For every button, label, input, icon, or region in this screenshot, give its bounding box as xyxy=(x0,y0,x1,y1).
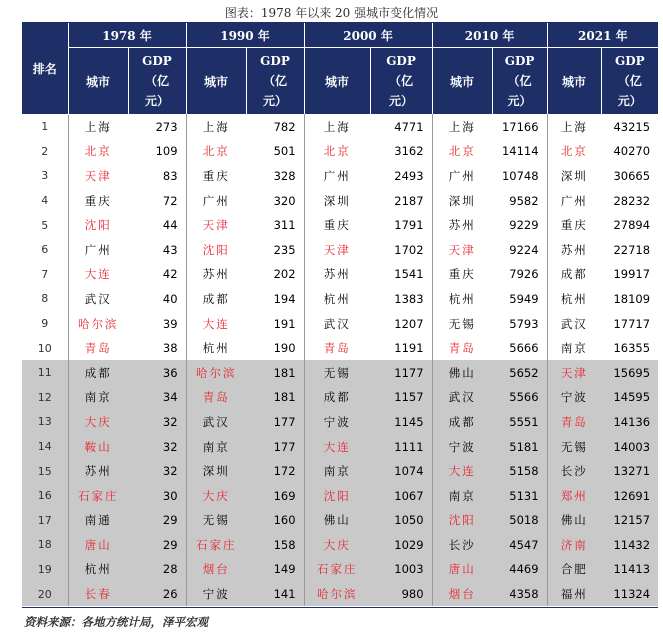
city-cell: 上海 xyxy=(186,114,246,139)
city-cell: 大连 xyxy=(186,311,246,336)
city-cell: 杭州 xyxy=(186,336,246,361)
table-row xyxy=(22,164,658,189)
gdp-cell: 42 xyxy=(128,262,186,287)
gdp-cell: 1157 xyxy=(370,385,432,410)
gdp-cell: 16355 xyxy=(601,336,658,361)
gdp-cell: 169 xyxy=(246,483,304,508)
city-cell: 天津 xyxy=(68,164,128,189)
table-row xyxy=(22,582,658,607)
gdp-cell: 32 xyxy=(128,434,186,459)
gdp-cell: 1702 xyxy=(370,237,432,262)
gdp-cell: 1050 xyxy=(370,508,432,533)
city-cell: 上海 xyxy=(547,114,601,139)
gdp-cell: 30 xyxy=(128,483,186,508)
table-row xyxy=(22,188,658,213)
city-cell: 烟台 xyxy=(432,582,492,607)
city-cell: 成都 xyxy=(186,287,246,312)
gdp-cell: 1074 xyxy=(370,459,432,484)
gdp-cell: 328 xyxy=(246,164,304,189)
city-cell: 佛山 xyxy=(547,508,601,533)
city-cell: 沈阳 xyxy=(186,237,246,262)
rank-cell: 17 xyxy=(22,508,68,533)
city-cell: 重庆 xyxy=(432,262,492,287)
rank-cell: 15 xyxy=(22,459,68,484)
city-cell: 杭州 xyxy=(68,557,128,582)
city-cell: 北京 xyxy=(304,139,370,164)
gdp-cell: 72 xyxy=(128,188,186,213)
city-cell: 大庆 xyxy=(186,483,246,508)
gdp-cell: 30665 xyxy=(601,164,658,189)
year-header: 2021 年 xyxy=(547,23,658,48)
city-cell: 武汉 xyxy=(304,311,370,336)
gdp-header-text: （亿 xyxy=(507,74,532,88)
city-cell: 青岛 xyxy=(547,410,601,435)
table-row xyxy=(22,508,658,533)
gdp-cell: 4771 xyxy=(370,114,432,139)
gdp-cell: 181 xyxy=(246,385,304,410)
city-cell: 成都 xyxy=(547,262,601,287)
city-cell: 武汉 xyxy=(68,287,128,312)
gdp-cell: 83 xyxy=(128,164,186,189)
city-cell: 福州 xyxy=(547,582,601,607)
city-cell: 佛山 xyxy=(304,508,370,533)
gdp-cell: 311 xyxy=(246,213,304,238)
rank-cell: 3 xyxy=(22,164,68,189)
gdp-cell: 1791 xyxy=(370,213,432,238)
city-cell: 北京 xyxy=(432,139,492,164)
city-cell: 哈尔滨 xyxy=(186,360,246,385)
gdp-cell: 3162 xyxy=(370,139,432,164)
city-cell: 宁波 xyxy=(547,385,601,410)
gdp-cell: 5551 xyxy=(492,410,547,435)
gdp-cell: 14136 xyxy=(601,410,658,435)
city-cell: 天津 xyxy=(547,360,601,385)
gdp-cell: 32 xyxy=(128,410,186,435)
table-row xyxy=(22,385,658,410)
gdp-cell: 7926 xyxy=(492,262,547,287)
gdp-cell: 29 xyxy=(128,508,186,533)
city-cell: 天津 xyxy=(432,237,492,262)
city-cell: 哈尔滨 xyxy=(304,582,370,607)
city-cell: 成都 xyxy=(304,385,370,410)
city-cell: 北京 xyxy=(547,139,601,164)
table-row xyxy=(22,360,658,385)
rank-cell: 4 xyxy=(22,188,68,213)
gdp-cell: 501 xyxy=(246,139,304,164)
gdp-cell: 5018 xyxy=(492,508,547,533)
city-cell: 深圳 xyxy=(547,164,601,189)
gdp-cell: 13271 xyxy=(601,459,658,484)
rank-cell: 14 xyxy=(22,434,68,459)
city-cell: 苏州 xyxy=(304,262,370,287)
gdp-cell: 11432 xyxy=(601,533,658,558)
gdp-cell: 5666 xyxy=(492,336,547,361)
gdp-cell: 2493 xyxy=(370,164,432,189)
rank-cell: 9 xyxy=(22,311,68,336)
gdp-cell: 177 xyxy=(246,410,304,435)
city-cell: 广州 xyxy=(304,164,370,189)
table-row xyxy=(22,262,658,287)
city-header: 城市 xyxy=(304,48,370,115)
gdp-cell: 172 xyxy=(246,459,304,484)
rank-cell: 18 xyxy=(22,533,68,558)
table-row xyxy=(22,114,658,139)
gdp-cell: 782 xyxy=(246,114,304,139)
city-cell: 苏州 xyxy=(186,262,246,287)
gdp-cell: 9582 xyxy=(492,188,547,213)
city-cell: 长沙 xyxy=(547,459,601,484)
gdp-cell: 273 xyxy=(128,114,186,139)
gdp-cell: 194 xyxy=(246,287,304,312)
city-cell: 大庆 xyxy=(304,533,370,558)
rank-cell: 13 xyxy=(22,410,68,435)
gdp-cell: 28232 xyxy=(601,188,658,213)
gdp-cell: 158 xyxy=(246,533,304,558)
gdp-header xyxy=(370,48,432,115)
gdp-cell: 980 xyxy=(370,582,432,607)
gdp-cell: 1111 xyxy=(370,434,432,459)
gdp-header-text: 元） xyxy=(507,94,532,108)
city-cell: 郑州 xyxy=(547,483,601,508)
gdp-cell: 17166 xyxy=(492,114,547,139)
city-cell: 青岛 xyxy=(432,336,492,361)
gdp-cell: 177 xyxy=(246,434,304,459)
city-cell: 南京 xyxy=(186,434,246,459)
gdp-cell: 1145 xyxy=(370,410,432,435)
city-cell: 南京 xyxy=(432,483,492,508)
rank-cell: 7 xyxy=(22,262,68,287)
rank-cell: 2 xyxy=(22,139,68,164)
gdp-cell: 190 xyxy=(246,336,304,361)
city-cell: 石家庄 xyxy=(186,533,246,558)
city-cell: 北京 xyxy=(186,139,246,164)
gdp-cell: 36 xyxy=(128,360,186,385)
gdp-header xyxy=(128,48,186,115)
gdp-cell: 5181 xyxy=(492,434,547,459)
gdp-cell: 191 xyxy=(246,311,304,336)
city-cell: 深圳 xyxy=(304,188,370,213)
rank-cell: 1 xyxy=(22,114,68,139)
gdp-cell: 32 xyxy=(128,459,186,484)
gdp-cell: 4547 xyxy=(492,533,547,558)
gdp-cell: 5652 xyxy=(492,360,547,385)
city-cell: 深圳 xyxy=(432,188,492,213)
gdp-cell: 26 xyxy=(128,582,186,607)
rank-cell: 19 xyxy=(22,557,68,582)
city-cell: 苏州 xyxy=(547,237,601,262)
city-cell: 重庆 xyxy=(304,213,370,238)
gdp-cell: 22718 xyxy=(601,237,658,262)
city-cell: 石家庄 xyxy=(304,557,370,582)
gdp-header-text: 元） xyxy=(617,94,642,108)
gdp-cell: 19917 xyxy=(601,262,658,287)
rank-cell: 11 xyxy=(22,360,68,385)
city-cell: 成都 xyxy=(432,410,492,435)
city-cell: 上海 xyxy=(432,114,492,139)
gdp-header-text: GDP xyxy=(614,54,645,68)
city-cell: 大连 xyxy=(432,459,492,484)
gdp-cell: 109 xyxy=(128,139,186,164)
city-cell: 大连 xyxy=(68,262,128,287)
city-cell: 南京 xyxy=(304,459,370,484)
rank-cell: 5 xyxy=(22,213,68,238)
gdp-header-text: （亿 xyxy=(263,74,288,88)
rank-header: 排名 xyxy=(22,23,68,114)
table-row xyxy=(22,237,658,262)
header-year-row xyxy=(22,23,658,48)
gdp-cell: 15695 xyxy=(601,360,658,385)
city-cell: 武汉 xyxy=(547,311,601,336)
city-cell: 青岛 xyxy=(304,336,370,361)
city-cell: 大庆 xyxy=(68,410,128,435)
city-cell: 宁波 xyxy=(304,410,370,435)
rank-cell: 20 xyxy=(22,582,68,607)
table-row xyxy=(22,434,658,459)
gdp-cell: 12691 xyxy=(601,483,658,508)
gdp-cell: 320 xyxy=(246,188,304,213)
city-cell: 广州 xyxy=(68,237,128,262)
city-cell: 鞍山 xyxy=(68,434,128,459)
gdp-cell: 5949 xyxy=(492,287,547,312)
gdp-cell: 14114 xyxy=(492,139,547,164)
city-cell: 重庆 xyxy=(547,213,601,238)
gdp-header-text: GDP xyxy=(142,54,172,68)
gdp-cell: 160 xyxy=(246,508,304,533)
city-cell: 长春 xyxy=(68,582,128,607)
table-row xyxy=(22,557,658,582)
gdp-cell: 5131 xyxy=(492,483,547,508)
rank-cell: 6 xyxy=(22,237,68,262)
gdp-header xyxy=(246,48,304,115)
city-cell: 广州 xyxy=(547,188,601,213)
city-cell: 无锡 xyxy=(547,434,601,459)
gdp-cell: 235 xyxy=(246,237,304,262)
table-row xyxy=(22,533,658,558)
gdp-header xyxy=(492,48,547,115)
gdp-cell: 40270 xyxy=(601,139,658,164)
city-cell: 烟台 xyxy=(186,557,246,582)
city-header: 城市 xyxy=(68,48,128,115)
source-note: 资料来源：各地方统计局，泽平宏观 xyxy=(24,615,208,629)
city-header: 城市 xyxy=(547,48,601,115)
gdp-cell: 28 xyxy=(128,557,186,582)
rank-cell: 8 xyxy=(22,287,68,312)
city-cell: 南通 xyxy=(68,508,128,533)
table-row xyxy=(22,459,658,484)
city-cell: 沈阳 xyxy=(432,508,492,533)
gdp-cell: 181 xyxy=(246,360,304,385)
table-row xyxy=(22,410,658,435)
gdp-cell: 1177 xyxy=(370,360,432,385)
gdp-cell: 44 xyxy=(128,213,186,238)
gdp-cell: 4358 xyxy=(492,582,547,607)
city-cell: 武汉 xyxy=(432,385,492,410)
gdp-cell: 29 xyxy=(128,533,186,558)
city-cell: 佛山 xyxy=(432,360,492,385)
rank-cell: 12 xyxy=(22,385,68,410)
table-row xyxy=(22,311,658,336)
gdp-cell: 149 xyxy=(246,557,304,582)
gdp-cell: 1067 xyxy=(370,483,432,508)
city-cell: 济南 xyxy=(547,533,601,558)
gdp-header xyxy=(601,48,658,115)
gdp-cell: 4469 xyxy=(492,557,547,582)
gdp-cell: 1029 xyxy=(370,533,432,558)
gdp-cell: 2187 xyxy=(370,188,432,213)
header-sub-row xyxy=(22,48,658,115)
gdp-header-text: GDP xyxy=(504,54,535,68)
gdp-cell: 1207 xyxy=(370,311,432,336)
bottom-rule xyxy=(22,607,658,608)
city-cell: 长沙 xyxy=(432,533,492,558)
city-cell: 杭州 xyxy=(304,287,370,312)
city-cell: 天津 xyxy=(304,237,370,262)
gdp-cell: 34 xyxy=(128,385,186,410)
gdp-header-text: 元） xyxy=(263,94,288,108)
gdp-cell: 1191 xyxy=(370,336,432,361)
gdp-header-text: GDP xyxy=(260,54,290,68)
gdp-cell: 39 xyxy=(128,311,186,336)
gdp-cell: 27894 xyxy=(601,213,658,238)
table-title: 图表：1978 年以来 20 强城市变化情况 xyxy=(224,6,439,20)
city-cell: 广州 xyxy=(186,188,246,213)
city-cell: 宁波 xyxy=(432,434,492,459)
city-cell: 石家庄 xyxy=(68,483,128,508)
city-cell: 重庆 xyxy=(186,164,246,189)
city-cell: 上海 xyxy=(304,114,370,139)
city-cell: 杭州 xyxy=(432,287,492,312)
gdp-cell: 5793 xyxy=(492,311,547,336)
city-cell: 大连 xyxy=(304,434,370,459)
city-cell: 沈阳 xyxy=(68,213,128,238)
city-gdp-table xyxy=(22,23,658,606)
gdp-cell: 5158 xyxy=(492,459,547,484)
gdp-cell: 202 xyxy=(246,262,304,287)
year-header: 2000 年 xyxy=(304,23,432,48)
gdp-cell: 9229 xyxy=(492,213,547,238)
gdp-cell: 12157 xyxy=(601,508,658,533)
city-cell: 南京 xyxy=(68,385,128,410)
city-cell: 沈阳 xyxy=(304,483,370,508)
table-row xyxy=(22,483,658,508)
city-cell: 唐山 xyxy=(432,557,492,582)
table-row xyxy=(22,287,658,312)
gdp-cell: 14595 xyxy=(601,385,658,410)
city-cell: 无锡 xyxy=(186,508,246,533)
city-cell: 无锡 xyxy=(304,360,370,385)
city-cell: 重庆 xyxy=(68,188,128,213)
gdp-cell: 11413 xyxy=(601,557,658,582)
gdp-header-text: GDP xyxy=(386,54,416,68)
gdp-header-text: （亿 xyxy=(389,74,414,88)
city-header: 城市 xyxy=(186,48,246,115)
city-cell: 深圳 xyxy=(186,459,246,484)
city-cell: 杭州 xyxy=(547,287,601,312)
city-cell: 青岛 xyxy=(186,385,246,410)
gdp-cell: 141 xyxy=(246,582,304,607)
city-cell: 哈尔滨 xyxy=(68,311,128,336)
city-cell: 南京 xyxy=(547,336,601,361)
city-cell: 武汉 xyxy=(186,410,246,435)
gdp-cell: 5566 xyxy=(492,385,547,410)
table-row xyxy=(22,139,658,164)
year-header: 1978 年 xyxy=(68,23,186,48)
gdp-cell: 43215 xyxy=(601,114,658,139)
gdp-header-text: （亿 xyxy=(144,74,169,88)
year-header: 1990 年 xyxy=(186,23,304,48)
city-cell: 苏州 xyxy=(432,213,492,238)
city-cell: 合肥 xyxy=(547,557,601,582)
city-cell: 青岛 xyxy=(68,336,128,361)
rank-cell: 10 xyxy=(22,336,68,361)
gdp-cell: 38 xyxy=(128,336,186,361)
gdp-cell: 9224 xyxy=(492,237,547,262)
city-cell: 苏州 xyxy=(68,459,128,484)
city-cell: 北京 xyxy=(68,139,128,164)
city-cell: 成都 xyxy=(68,360,128,385)
gdp-cell: 14003 xyxy=(601,434,658,459)
gdp-cell: 43 xyxy=(128,237,186,262)
table-row xyxy=(22,336,658,361)
gdp-cell: 1003 xyxy=(370,557,432,582)
gdp-cell: 10748 xyxy=(492,164,547,189)
gdp-header-text: （亿 xyxy=(617,74,642,88)
city-cell: 唐山 xyxy=(68,533,128,558)
gdp-header-text: 元） xyxy=(144,94,169,108)
city-cell: 无锡 xyxy=(432,311,492,336)
gdp-cell: 1383 xyxy=(370,287,432,312)
city-cell: 广州 xyxy=(432,164,492,189)
city-cell: 上海 xyxy=(68,114,128,139)
city-cell: 宁波 xyxy=(186,582,246,607)
gdp-cell: 40 xyxy=(128,287,186,312)
city-cell: 天津 xyxy=(186,213,246,238)
year-header: 2010 年 xyxy=(432,23,547,48)
table-row xyxy=(22,213,658,238)
gdp-header-text: 元） xyxy=(389,94,414,108)
city-header: 城市 xyxy=(432,48,492,115)
rank-cell: 16 xyxy=(22,483,68,508)
gdp-cell: 11324 xyxy=(601,582,658,607)
gdp-cell: 1541 xyxy=(370,262,432,287)
gdp-cell: 17717 xyxy=(601,311,658,336)
gdp-cell: 18109 xyxy=(601,287,658,312)
